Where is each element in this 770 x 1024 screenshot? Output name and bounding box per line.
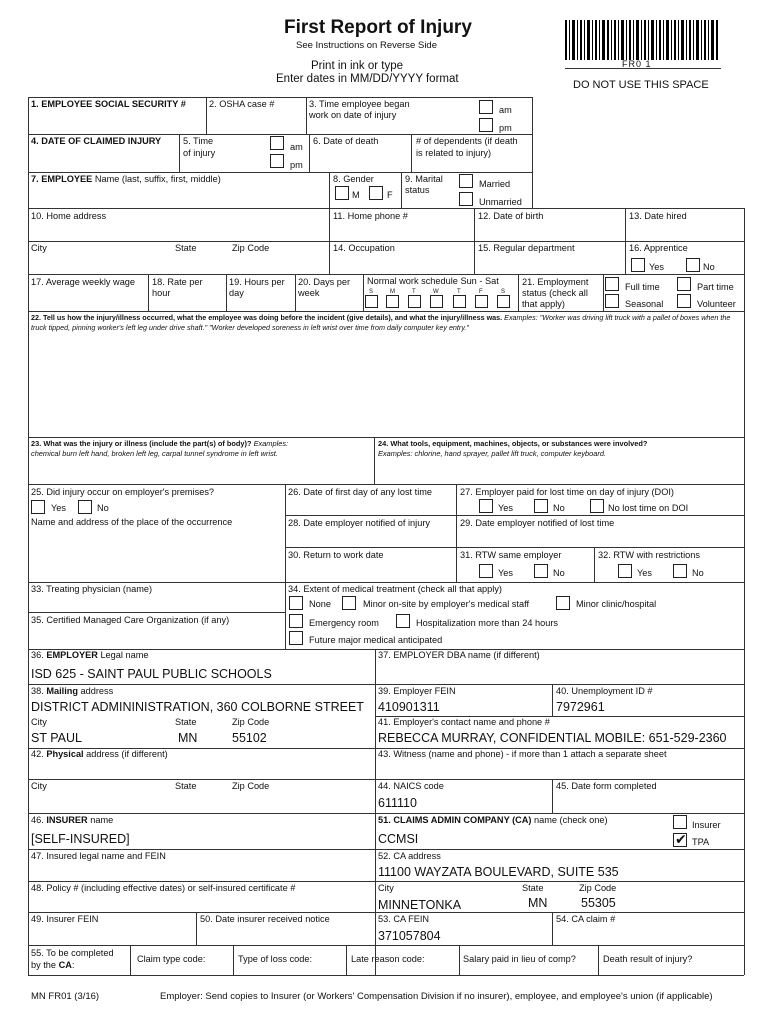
- late-reason-label: Late reason code:: [351, 954, 425, 964]
- day-label-sat: S: [501, 289, 506, 295]
- field-5-label: 5. Time: [183, 136, 214, 146]
- home-zip-label: Zip Code: [232, 243, 270, 253]
- ca-insurer-label: Insurer: [692, 820, 721, 830]
- physical-state-label: State: [175, 781, 197, 791]
- field-53-label: 53. CA FEIN: [378, 914, 430, 924]
- med-clinic-checkbox[interactable]: [556, 596, 570, 610]
- footer-note: Employer: Send copies to Insurer (or Workers' Compensation Division if no insurer), employee, and employee's union (if applicable): [160, 991, 713, 1002]
- day-sun-checkbox[interactable]: [365, 295, 378, 308]
- field-44-label: 44. NAICS code: [378, 781, 444, 791]
- day-tue-checkbox[interactable]: [408, 295, 421, 308]
- home-city-label: City: [31, 243, 47, 253]
- med-none-label: None: [309, 599, 331, 609]
- field-20-label-2: week: [298, 288, 320, 298]
- apprentice-yes-label: Yes: [649, 262, 664, 272]
- med-onsite-label: Minor on-site by employer's medical staff: [363, 599, 530, 609]
- seasonal-label: Seasonal: [625, 299, 664, 309]
- mailing-city-value[interactable]: ST PAUL: [31, 731, 82, 745]
- field-7-label: 7. EMPLOYEE Name (last, suffix, first, middle): [31, 174, 221, 184]
- loss-type-label: Type of loss code:: [238, 954, 313, 964]
- dependents-label: # of dependents (if death: [416, 136, 518, 146]
- field-12-label: 12. Date of birth: [478, 211, 544, 221]
- field-21-label-3: that apply): [522, 299, 565, 309]
- field-17-label: 17. Average weekly wage: [31, 277, 136, 287]
- gender-m-checkbox[interactable]: [335, 186, 349, 200]
- mailing-state-label: State: [175, 717, 197, 727]
- field-39-label: 39. Employer FEIN: [378, 686, 456, 696]
- ca-state-value[interactable]: MN: [528, 896, 548, 910]
- med-er-checkbox[interactable]: [289, 614, 303, 628]
- occurrence-place-label: Name and address of the place of the occurrence: [31, 517, 233, 527]
- med-none-checkbox[interactable]: [289, 596, 303, 610]
- field-28-label: 28. Date employer notified of injury: [288, 518, 430, 528]
- death-label: Death result of injury?: [603, 954, 693, 964]
- field-18-label-2: hour: [152, 288, 171, 298]
- f5-am-label: am: [290, 142, 303, 152]
- home-state-label: State: [175, 243, 197, 253]
- part-time-label: Part time: [697, 282, 734, 292]
- ca-tpa-label: TPA: [692, 837, 710, 847]
- rtw-same-yes-label: Yes: [498, 568, 513, 578]
- field-26-label: 26. Date of first day of any lost time: [288, 487, 433, 497]
- field-47-label: 47. Insured legal name and FEIN: [31, 851, 166, 861]
- no-lost-time-checkbox[interactable]: [590, 499, 604, 513]
- med-future-checkbox[interactable]: [289, 631, 303, 645]
- field-20-label: 20. Days per: [298, 277, 351, 287]
- field-55-label: 55. To be completed: [31, 948, 114, 958]
- physical-zip-label: Zip Code: [232, 781, 270, 791]
- ca-state-label: State: [522, 883, 544, 893]
- day-thu-checkbox[interactable]: [453, 295, 466, 308]
- mailing-city-label: City: [31, 717, 47, 727]
- volunteer-checkbox[interactable]: [677, 294, 691, 308]
- rtw-restrict-yes-label: Yes: [637, 568, 652, 578]
- f3-pm-checkbox[interactable]: [479, 118, 493, 132]
- ca-name-value[interactable]: CCMSI: [378, 832, 419, 846]
- field-42-label: 42. Physical address (if different): [31, 749, 168, 759]
- field-46-label: 46. INSURER name: [31, 815, 114, 825]
- barcode: [565, 20, 721, 62]
- employer-fein-value[interactable]: 410901311: [378, 700, 440, 714]
- form-id: MN FR01 (3/16): [31, 991, 100, 1002]
- field-24-label: 24. What tools, equipment, machines, objects, or substances were involved?: [378, 439, 648, 448]
- rtw-same-yes-checkbox[interactable]: [479, 564, 493, 578]
- field-22-label: 22. Tell us how the injury/illness occurred, what the employee was doing before the incident (give details), and what the injury/illness was. Examples: "Worker was driving lift truck with a pallet of boxes when the truck tipped, pinning worker's left leg under drive shaft." "Worker developed soreness in left wrist over time from daily computer key entry.": [31, 313, 731, 332]
- salary-label: Salary paid in lieu of comp?: [463, 954, 576, 964]
- med-hosp-checkbox[interactable]: [396, 614, 410, 628]
- field-3-label-2: work on date of injury: [309, 110, 397, 120]
- married-label: Married: [479, 179, 511, 189]
- day-sat-checkbox[interactable]: [497, 295, 510, 308]
- field-11-label: 11. Home phone #: [333, 211, 408, 221]
- field-33-label: 33. Treating physician (name): [31, 584, 153, 594]
- doi-paid-yes-checkbox[interactable]: [479, 499, 493, 513]
- field-40-label: 40. Unemployment ID #: [556, 686, 653, 696]
- med-hosp-label: Hospitalization more than 24 hours: [416, 618, 558, 628]
- married-checkbox[interactable]: [459, 174, 473, 188]
- full-time-checkbox[interactable]: [605, 277, 619, 291]
- field-25-label: 25. Did injury occur on employer's premises?: [31, 487, 215, 497]
- part-time-checkbox[interactable]: [677, 277, 691, 291]
- field-21-label: 21. Employment: [522, 277, 589, 287]
- field-2-label: 2. OSHA case #: [209, 99, 275, 109]
- field-34-label: 34. Extent of medical treatment (check all that apply): [288, 584, 502, 594]
- field-36-label: 36. EMPLOYER Legal name: [31, 650, 149, 660]
- day-label-fri: F: [479, 289, 483, 295]
- field-38-label: 38. Mailing address: [31, 686, 114, 696]
- day-label-mon: M: [390, 289, 395, 295]
- field-43-label: 43. Witness (name and phone) - if more than 1 attach a separate sheet: [378, 749, 667, 759]
- field-31-label: 31. RTW same employer: [460, 550, 562, 560]
- field-9-label-2: status: [405, 185, 430, 195]
- field-10-label: 10. Home address: [31, 211, 107, 221]
- apprentice-no-label: No: [703, 262, 715, 272]
- mailing-state-value[interactable]: MN: [178, 731, 198, 745]
- ca-fein-value[interactable]: 371057804: [378, 929, 441, 943]
- f3-am-checkbox[interactable]: [479, 100, 493, 114]
- date-format-note: Enter dates in MM/DD/YYYY format: [276, 73, 459, 85]
- day-wed-checkbox[interactable]: [430, 295, 443, 308]
- dependents-label-2: is related to injury): [416, 148, 492, 158]
- f3-pm-label: pm: [499, 123, 512, 133]
- f5-pm-checkbox[interactable]: [270, 154, 284, 168]
- day-mon-checkbox[interactable]: [386, 295, 399, 308]
- field-37-label: 37. EMPLOYER DBA name (if different): [378, 650, 540, 660]
- field-14-label: 14. Occupation: [333, 243, 395, 253]
- field-50-label: 50. Date insurer received notice: [200, 914, 330, 924]
- field-49-label: 49. Insurer FEIN: [31, 914, 99, 924]
- field-18-label: 18. Rate per: [152, 277, 203, 287]
- physical-city-label: City: [31, 781, 47, 791]
- med-clinic-label: Minor clinic/hospital: [576, 599, 657, 609]
- rtw-restrict-no-label: No: [692, 568, 704, 578]
- field-54-label: 54. CA claim #: [556, 914, 616, 924]
- apprentice-yes-checkbox[interactable]: [631, 258, 645, 272]
- day-label-sun: S: [369, 289, 374, 295]
- day-label-thu: T: [457, 289, 461, 295]
- mailing-address-value[interactable]: DISTRICT ADMININISTRATION, 360 COLBORNE STREET: [31, 700, 364, 714]
- rtw-restrict-yes-checkbox[interactable]: [618, 564, 632, 578]
- med-future-label: Future major medical anticipated: [309, 635, 443, 645]
- doi-paid-no-label: No: [553, 503, 565, 513]
- form-subtitle: See Instructions on Reverse Side: [296, 40, 437, 51]
- contact-value[interactable]: REBECCA MURRAY, CONFIDENTIAL MOBILE: 651-529-2360: [378, 731, 727, 745]
- field-9-label: 9. Marital: [405, 174, 443, 184]
- check-icon: ✔: [675, 831, 687, 847]
- field-16-label: 16. Apprentice: [629, 243, 688, 253]
- field-23-examples: chemical burn left hand, broken left leg, carpal tunnel syndrome in left wrist.: [31, 449, 278, 458]
- ca-city-value[interactable]: MINNETONKA: [378, 898, 462, 912]
- form-title: First Report of Injury: [284, 17, 472, 38]
- field-45-label: 45. Date form completed: [556, 781, 657, 791]
- full-time-label: Full time: [625, 282, 660, 292]
- gender-f-label: F: [387, 190, 393, 200]
- unmarried-checkbox[interactable]: [459, 192, 473, 206]
- volunteer-label: Volunteer: [697, 299, 736, 309]
- field-13-label: 13. Date hired: [629, 211, 687, 221]
- field-48-label: 48. Policy # (including effective dates) or self-insured certificate #: [31, 883, 296, 893]
- ca-zip-value[interactable]: 55305: [581, 896, 616, 910]
- unemployment-id-value[interactable]: 7972961: [556, 700, 605, 714]
- field-51-label: 51. CLAIMS ADMIN COMPANY (CA) name (check one): [378, 815, 608, 825]
- f3-am-label: am: [499, 105, 512, 115]
- barcode-text: FR0 1: [622, 59, 652, 69]
- day-label-tue: T: [412, 289, 416, 295]
- ca-tpa-checkbox[interactable]: [673, 833, 687, 847]
- doi-paid-no-checkbox[interactable]: [534, 499, 548, 513]
- field-6-label: 6. Date of death: [313, 136, 379, 146]
- field-5-label-2: of injury: [183, 148, 216, 158]
- premises-no-label: No: [97, 503, 109, 513]
- mailing-zip-label: Zip Code: [232, 717, 270, 727]
- field-15-label: 15. Regular department: [478, 243, 575, 253]
- schedule-label: Normal work schedule Sun - Sat: [367, 276, 499, 286]
- claim-type-label: Claim type code:: [137, 954, 206, 964]
- mailing-zip-value[interactable]: 55102: [232, 731, 267, 745]
- field-3-label: 3. Time employee began: [309, 99, 410, 109]
- unmarried-label: Unmarried: [479, 197, 522, 207]
- f5-am-checkbox[interactable]: [270, 136, 284, 150]
- doi-paid-yes-label: Yes: [498, 503, 513, 513]
- rtw-same-no-label: No: [553, 568, 565, 578]
- field-4-label: 4. DATE OF CLAIMED INJURY: [31, 136, 162, 146]
- day-fri-checkbox[interactable]: [475, 295, 488, 308]
- premises-yes-label: Yes: [51, 503, 66, 513]
- rtw-same-no-checkbox[interactable]: [534, 564, 548, 578]
- naics-value[interactable]: 611110: [378, 796, 417, 810]
- ca-city-label: City: [378, 883, 394, 893]
- no-lost-time-label: No lost time on DOI: [608, 503, 689, 513]
- apprentice-no-checkbox[interactable]: [686, 258, 700, 272]
- field-21-label-2: status (check all: [522, 288, 588, 298]
- insurer-value[interactable]: [SELF-INSURED]: [31, 832, 130, 846]
- field-30-label: 30. Return to work date: [288, 550, 384, 560]
- employer-name-value[interactable]: ISD 625 - SAINT PAUL PUBLIC SCHOOLS: [31, 667, 272, 681]
- field-52-label: 52. CA address: [378, 851, 441, 861]
- field-29-label: 29. Date employer notified of lost time: [460, 518, 615, 528]
- field-35-label: 35. Certified Managed Care Organization (if any): [31, 615, 230, 625]
- field-23-label: 23. What was the injury or illness (include the part(s) of body)? Examples:: [31, 439, 289, 448]
- field-41-label: 41. Employer's contact name and phone #: [378, 717, 550, 727]
- field-19-label: 19. Hours per: [229, 277, 285, 287]
- field-32-label: 32. RTW with restrictions: [598, 550, 700, 560]
- premises-yes-checkbox[interactable]: [31, 500, 45, 514]
- field-55-label-2: by the CA:: [31, 960, 75, 970]
- field-27-label: 27. Employer paid for lost time on day of injury (DOI): [460, 487, 674, 497]
- gender-f-checkbox[interactable]: [369, 186, 383, 200]
- print-note: Print in ink or type: [311, 60, 404, 72]
- premises-no-checkbox[interactable]: [78, 500, 92, 514]
- day-label-wed: W: [433, 289, 439, 295]
- ca-insurer-checkbox[interactable]: [673, 815, 687, 829]
- field-1-label: 1. EMPLOYEE SOCIAL SECURITY #: [31, 99, 186, 109]
- ca-address-value[interactable]: 11100 WAYZATA BOULEVARD, SUITE 535: [378, 865, 619, 879]
- f5-pm-label: pm: [290, 160, 303, 170]
- field-19-label-2: day: [229, 288, 244, 298]
- gender-m-label: M: [352, 190, 360, 200]
- do-not-use-label: DO NOT USE THIS SPACE: [573, 79, 709, 91]
- field-8-label: 8. Gender: [333, 174, 374, 184]
- med-onsite-checkbox[interactable]: [342, 596, 356, 610]
- field-24-examples: Examples: chlorine, hand sprayer, pallet lift truck, computer keyboard.: [378, 449, 606, 458]
- ca-zip-label: Zip Code: [579, 883, 617, 893]
- rtw-restrict-no-checkbox[interactable]: [673, 564, 687, 578]
- seasonal-checkbox[interactable]: [605, 294, 619, 308]
- med-er-label: Emergency room: [309, 618, 379, 628]
